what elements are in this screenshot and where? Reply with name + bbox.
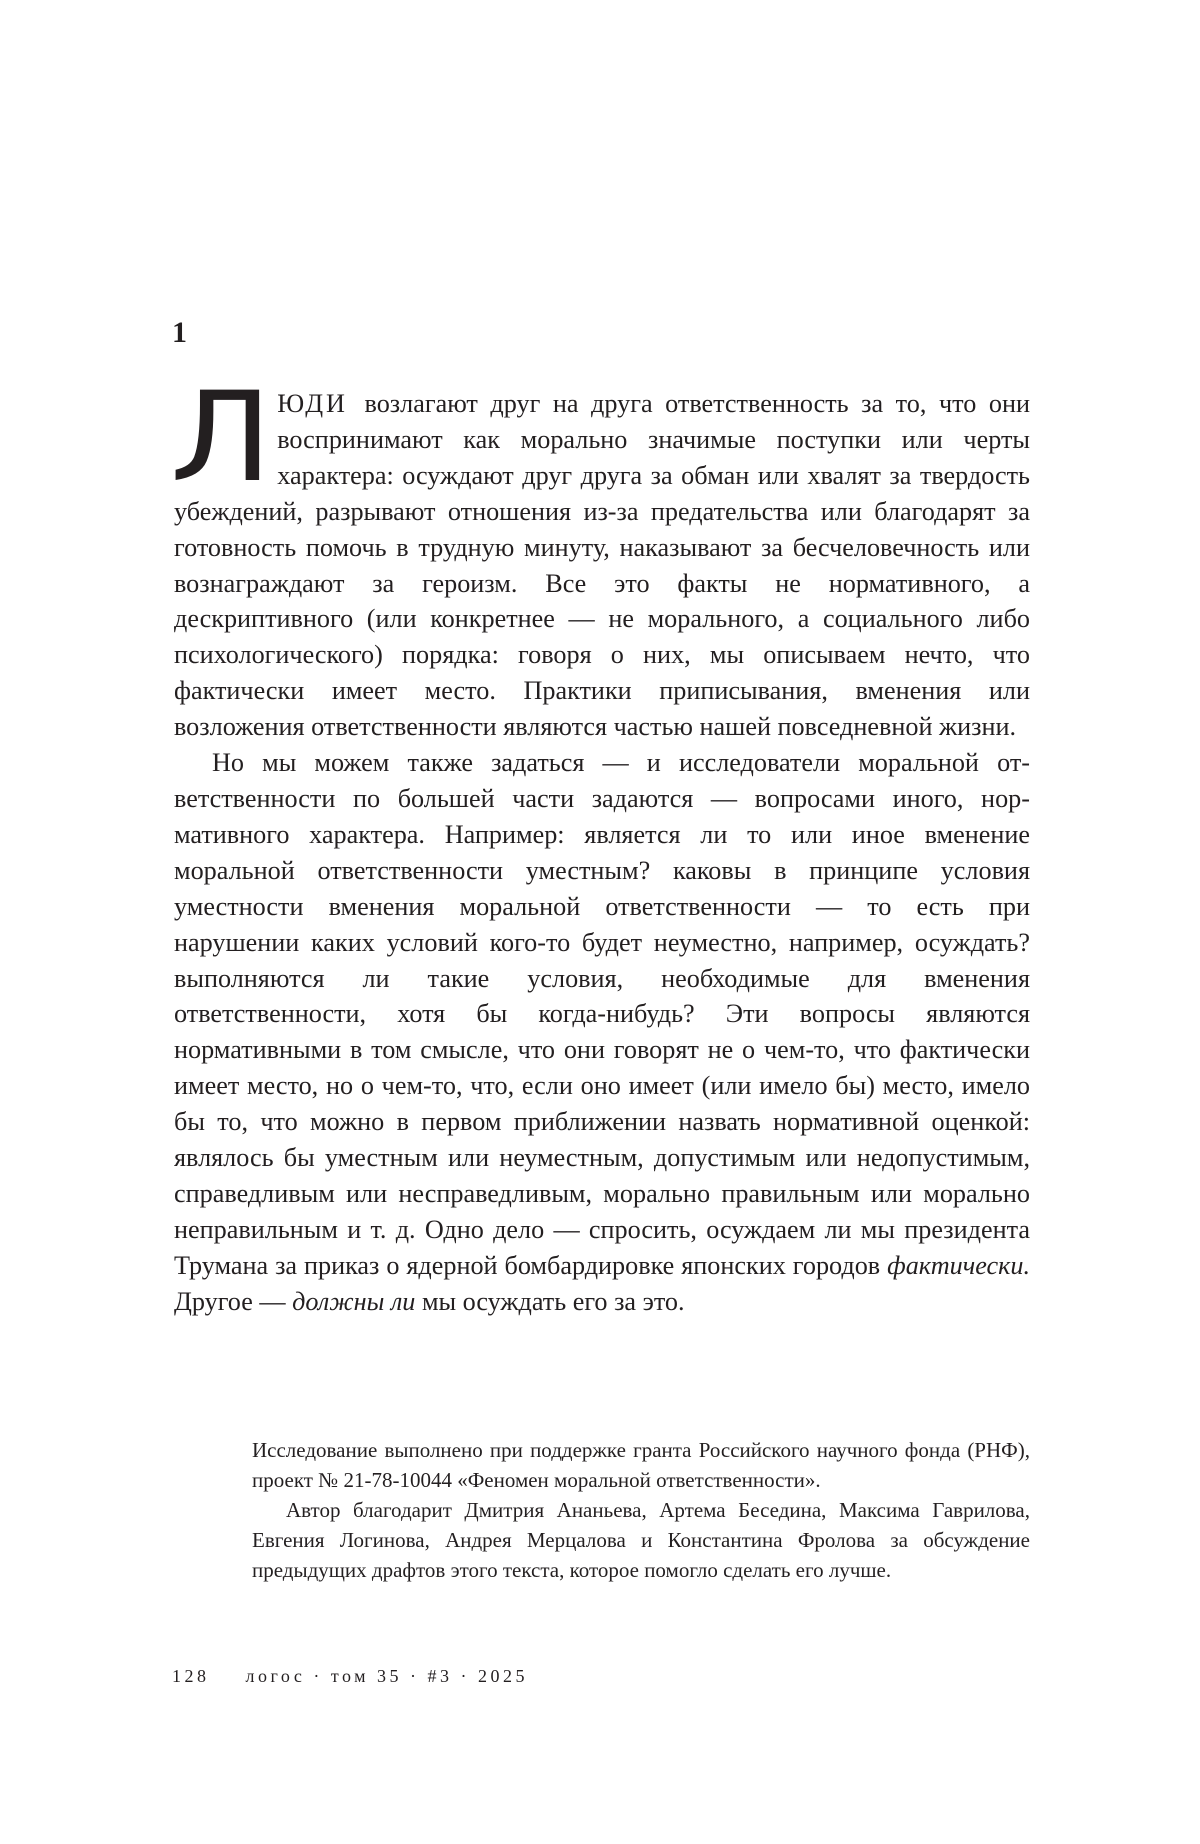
paragraph-2-mid: Другое — [174, 1286, 286, 1316]
body-paragraph-1 [170, 366, 1030, 745]
paragraph-2-text: Но мы можем также задаться — и исследователи моральной ответственности по большей части задаются — вопросами иного, нормативного характера. Например: является ли то или иное вменение моральной ответственности уместным? каковы в принципе условия уместности вменения моральной ответственности — то есть при нарушении каких условий кого-то будет неуместно, например, осуждать? выполняются ли такие условия, необходимые для вменения ответственности, хотя бы когда-нибудь? Эти вопросы являются нормативными в том смысле, что они говорят не о чем-то, что фактически имеет место, но о чем-то, что, если оно имеет (или имело бы) место, имело бы то, что можно в первом приближении назвать нормативной оценкой: являлось бы уместным или неуместным, допустимым или недопустимым, справедливым или несправедливым, морально правильным или морально неправильным и т. д. Одно дело — спросить, осуждаем ли мы президента Трумана за приказ о ядерной бомбардировке японских городов [174, 748, 1030, 1280]
footnote-grant: Исследование выполнено при поддержке гранта Российского научного фонда (РНФ), проект № 21-78-10044 «Феномен моральной ответственности». [252, 1438, 1030, 1492]
paragraph-2-end: мы осуждать его за это. [421, 1286, 685, 1316]
page-number: 128 [172, 1666, 210, 1686]
footnote [252, 1435, 1030, 1585]
main-text [170, 366, 1030, 1320]
footnote-acknowledgements: Автор благодарит Дмитрия Ананьева, Артема Беседина, Максима Гаврилова, Евгения Логинова, Андрея Мерцалова и Константина Фролова за обсуждение предыдущих драфтов этого текста, которое помогло сделать его лучше. [252, 1498, 1030, 1582]
drop-cap: Л [170, 366, 273, 510]
running-footer [172, 1667, 528, 1685]
paragraph-1-text: возлагают друг на друга ответственность за то, что они воспринимают как морально значимые поступки или черты характера: осуждают друг друга за обман или хвалят за твердость убеждений, разрывают отношения из-за предательства или благодарят за готовность помочь в трудную минуту, наказывают за бесчеловечность или вознаграждают за героизм. Все это факты не нормативного, а дескриптивного (или конкретнее — не морального, а социального либо психологического) порядка: говоря о них, мы описываем нечто, что фактически имеет место. Практики приписывания, вменения или возложения ответственности являются частью нашей повседневной жизни. [174, 389, 1030, 742]
italic-emphasis-should: должны ли [292, 1286, 416, 1316]
italic-emphasis-factually: фактически. [887, 1250, 1030, 1280]
journal-info: логос · том 35 · #3 · 2025 [245, 1666, 529, 1686]
first-word-small-caps: ЮДИ [277, 389, 348, 418]
body-paragraph-2 [174, 745, 1030, 1320]
section-number: 1 [172, 316, 187, 349]
